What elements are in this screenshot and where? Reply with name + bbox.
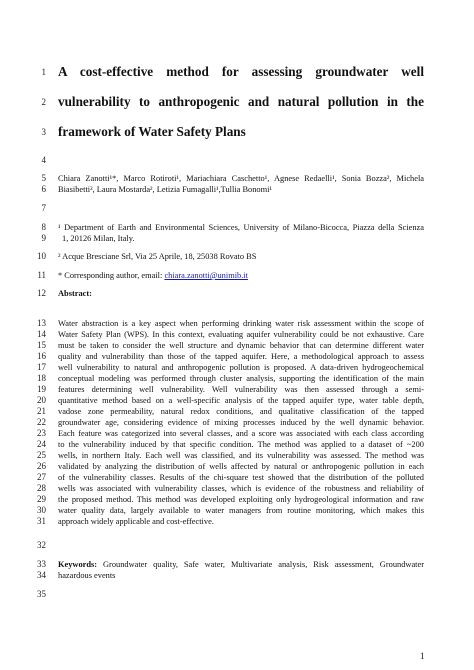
line-number: 3: [41, 127, 46, 137]
line-number: 34: [37, 570, 46, 580]
abstract-line: wells, in northern Italy. Each well was classified, and its vulnerability was assessed. The method was: [58, 451, 424, 460]
abstract-line: features determining well vulnerability. Well vulnerability was then assessed through a semi-: [58, 385, 424, 394]
line-number: 29: [37, 494, 46, 504]
corresponding-author: [58, 270, 424, 281]
line-number: 9: [41, 233, 46, 243]
line-number: 24: [37, 439, 46, 449]
paper-title-line-2: vulnerability to anthropogenic and natural pollution in the: [58, 94, 424, 109]
abstract-line: to the vulnerability induced by that specific condition. The method was applied to a dataset of ~200: [58, 440, 424, 449]
affiliation-2: ² Acque Bresciane Srl, Via 25 Aprile, 18, 25038 Rovato BS: [58, 252, 257, 261]
line-number: 8: [41, 222, 46, 232]
paper-title-line-3: framework of Water Safety Plans: [58, 124, 246, 139]
abstract-line: conceptual modeling was performed through cluster analysis, supporting the identification of the main: [58, 374, 424, 383]
line-number: 4: [41, 155, 46, 165]
line-number: 18: [37, 373, 46, 383]
page-number: 1: [420, 651, 425, 661]
line-number: 32: [37, 540, 46, 550]
line-number: 14: [37, 329, 46, 339]
corresponding-email-link[interactable]: chiara.zanotti@unimib.it: [164, 271, 248, 280]
line-number: 23: [37, 428, 46, 438]
authors-line-1: Chiara Zanotti¹*, Marco Rotiroti¹, Mariachiara Caschetto¹, Agnese Redaelli¹, Sonia Bozza², Michela: [58, 174, 424, 183]
line-number: 30: [37, 505, 46, 515]
line-number: 20: [37, 395, 46, 405]
line-number: 6: [41, 184, 46, 194]
line-number: 15: [37, 340, 46, 350]
line-number: 5: [41, 173, 46, 183]
abstract-line: groundwater age, considering evidence of mixing processes induced by the well dynamic behavior.: [58, 418, 424, 427]
abstract-line: the proposed method. This method was developed exploiting only hydrogeological information and raw: [58, 495, 424, 504]
affiliation-1-line-2: 1, 20126 Milan, Italy.: [62, 234, 135, 243]
abstract-line: quantitative method based on a well-specific analysis of the tapped aquifer type, water table depth,: [58, 396, 424, 405]
line-number: 17: [37, 362, 46, 372]
abstract-line: Water abstraction is a key aspect when performing drinking water risk assessment within the scope of: [58, 319, 424, 328]
line-number: 11: [37, 270, 46, 280]
abstract-line: validated by analyzing the distribution of wells affected by natural or anthropogenic pollution in each: [58, 462, 424, 471]
line-number: 31: [37, 516, 46, 526]
line-number: 16: [37, 351, 46, 361]
line-number: 7: [41, 203, 46, 213]
abstract-line: quality and vulnerability than those of the tapped aquifer. Here, a methodological approach to assess: [58, 352, 424, 361]
line-number: 33: [37, 559, 46, 569]
line-number: 22: [37, 417, 46, 427]
abstract-line: of the vulnerability classes. Results of the chi-square test showed that the distribution of the polluted: [58, 473, 424, 482]
line-number: 25: [37, 450, 46, 460]
affiliation-1-line-1: ¹ Department of Earth and Environmental Sciences, University of Milano-Bicocca, Piazza della Scienza: [58, 223, 424, 232]
line-number: 28: [37, 483, 46, 493]
keywords-line-2: hazardous events: [58, 571, 116, 580]
line-number: 35: [37, 589, 46, 599]
keywords-line-1: [58, 559, 424, 570]
line-number: 10: [37, 251, 46, 261]
line-number: 21: [37, 406, 46, 416]
abstract-line: wells was associated with vulnerability classes, which is evidence of the robustness and reliability of: [58, 484, 424, 493]
line-number: 27: [37, 472, 46, 482]
keywords-text: Groundwater quality, Safe water, Multivariate analysis, Risk assessment, Groundwater: [97, 560, 424, 569]
line-number: 13: [37, 318, 46, 328]
line-number: 12: [37, 288, 46, 298]
abstract-line: approach widely applicable and cost-effective.: [58, 517, 214, 526]
abstract-heading: Abstract:: [58, 289, 92, 298]
abstract-line: vadose zone permeability, natural redox conditions, and qualitative classification of the tapped: [58, 407, 424, 416]
keywords-label: Keywords:: [58, 560, 98, 569]
abstract-line: well vulnerability to natural and anthropogenic pollution is proposed. A data-driven hydrogeochemical: [58, 363, 424, 372]
corresponding-label: * Corresponding author, email:: [58, 271, 165, 280]
line-number: 2: [41, 97, 46, 107]
line-number: 1: [41, 67, 46, 77]
abstract-line: water quality data, largely available to water managers from routine monitoring, which makes this: [58, 506, 424, 515]
abstract-line: Water Safety Plan (WPS). In this context, evaluating aquifer vulnerability could be not exhaustive. Care: [58, 330, 424, 339]
paper-title-line-1: A cost-effective method for assessing groundwater well: [58, 64, 424, 79]
line-number: 19: [37, 384, 46, 394]
line-number: 26: [37, 461, 46, 471]
abstract-line: must be taken to consider the well structure and dynamic behavior that can determine different water: [58, 341, 424, 350]
abstract-line: Each feature was categorized into several classes, and a score was associated with each class according: [58, 429, 424, 438]
authors-line-2: Biasibetti², Laura Mostarda², Letizia Fumagalli¹,Tullia Bonomi¹: [58, 185, 272, 194]
